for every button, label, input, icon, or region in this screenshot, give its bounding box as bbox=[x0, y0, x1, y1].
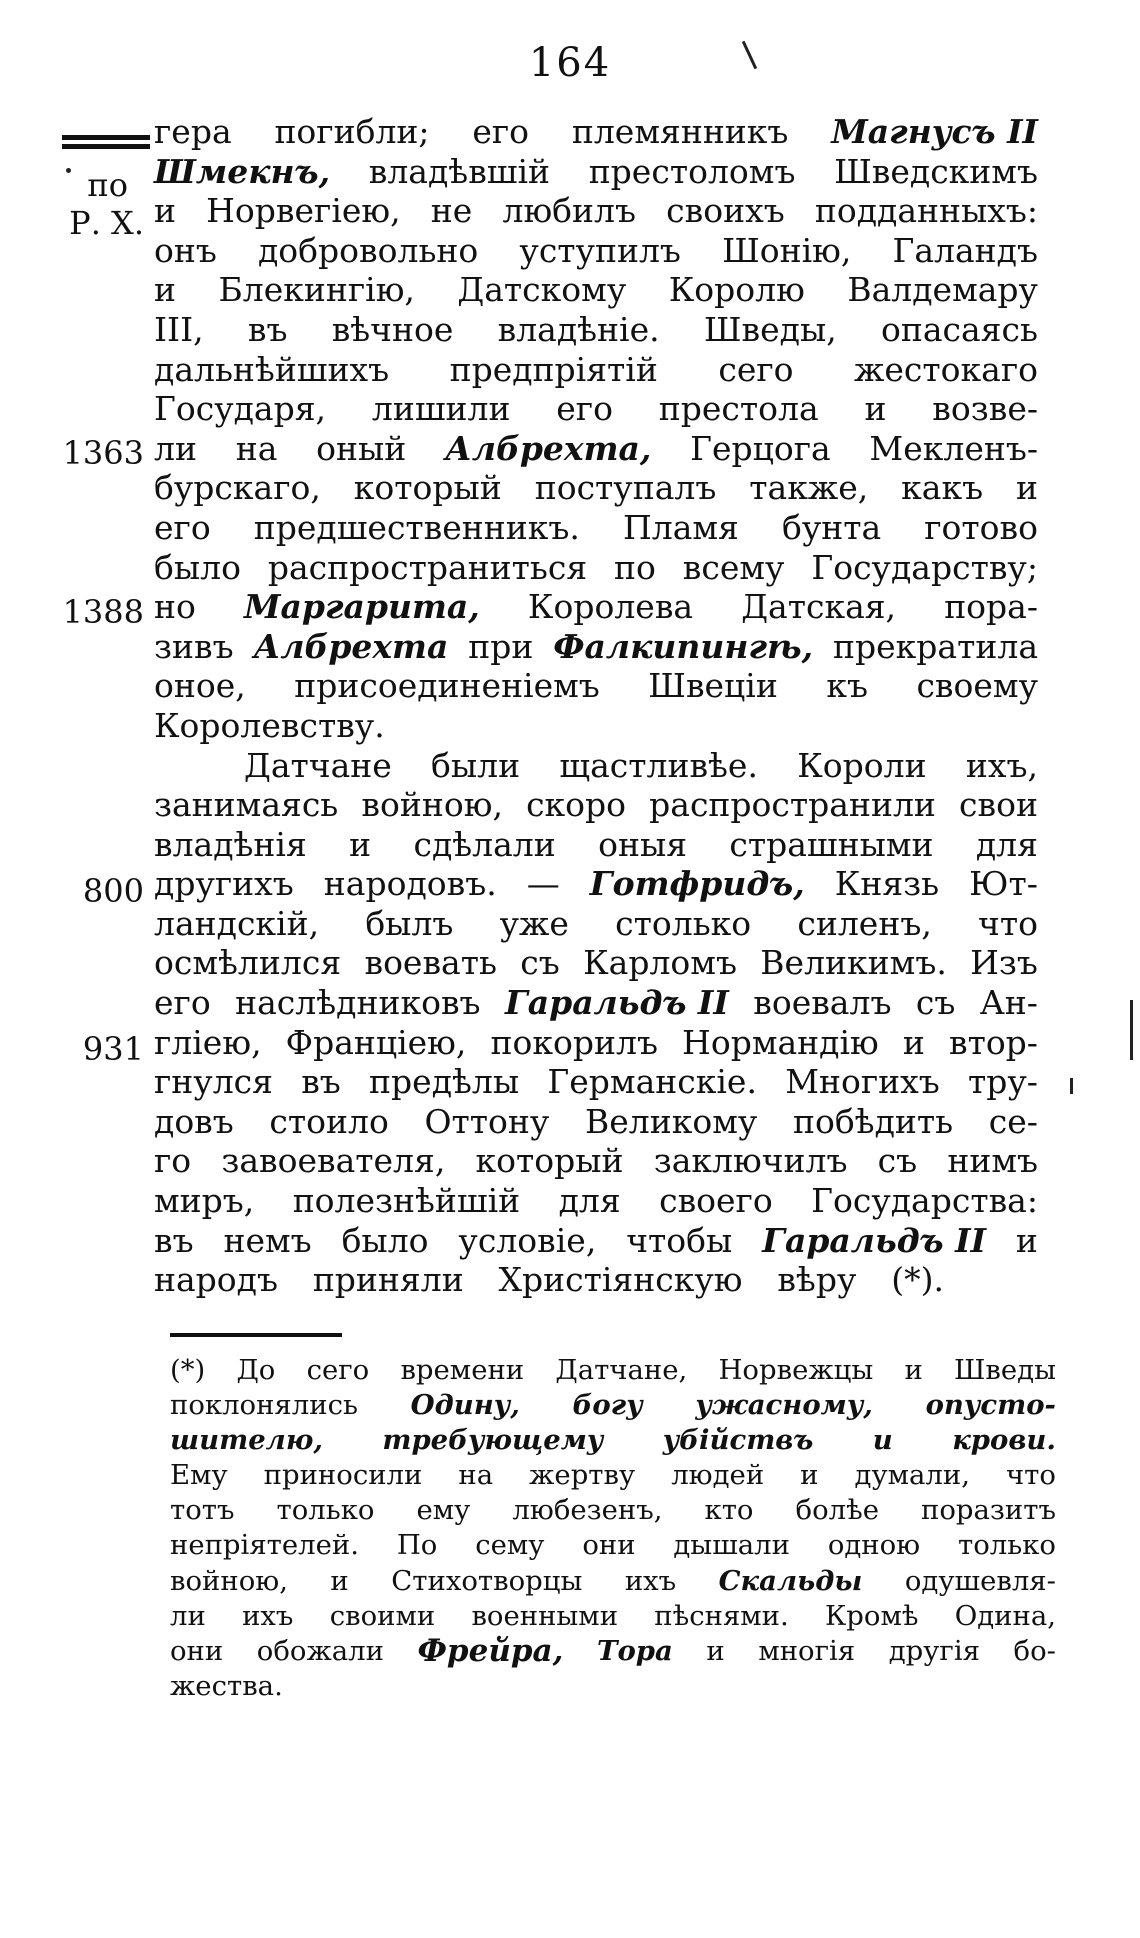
text-line bbox=[154, 1181, 1038, 1221]
paragraph-start-line bbox=[154, 746, 1038, 786]
word: его bbox=[154, 983, 211, 1023]
word: Шведы, bbox=[703, 309, 837, 349]
word: нимъ bbox=[947, 1141, 1038, 1181]
word: были bbox=[431, 745, 521, 785]
footnote-line bbox=[170, 1353, 1056, 1388]
footnote-line bbox=[170, 1599, 1056, 1634]
text-line bbox=[154, 548, 1038, 588]
text-line bbox=[154, 1260, 944, 1300]
word: страшными bbox=[729, 824, 934, 864]
word: оныя bbox=[598, 824, 688, 864]
text-line bbox=[154, 825, 1038, 865]
word: По bbox=[396, 1529, 438, 1562]
word: столько bbox=[615, 903, 752, 943]
word: поклонялись bbox=[170, 1389, 358, 1422]
word: Стихотворцы bbox=[391, 1564, 583, 1597]
word: войною, bbox=[170, 1564, 288, 1597]
word: ихъ bbox=[624, 1564, 677, 1597]
word: присоединеніемъ bbox=[294, 666, 600, 706]
word: Князь bbox=[834, 864, 940, 904]
page-number: 164 bbox=[528, 40, 612, 86]
text-line bbox=[154, 231, 1038, 271]
word: До bbox=[236, 1354, 276, 1386]
body-text bbox=[154, 112, 1038, 1300]
word: готово bbox=[924, 507, 1038, 547]
footnote-line bbox=[170, 1564, 1056, 1599]
word: жестокаго bbox=[854, 349, 1038, 389]
print-speck bbox=[1130, 1000, 1133, 1060]
word: одушевля- bbox=[904, 1564, 1056, 1597]
word: щастливѣе. bbox=[559, 745, 758, 785]
word: (*). bbox=[891, 1260, 944, 1300]
word: Многихъ bbox=[785, 1062, 940, 1102]
word: Великимъ. bbox=[760, 943, 947, 983]
word: было bbox=[341, 1220, 429, 1260]
word: при bbox=[468, 626, 534, 666]
word: его bbox=[472, 112, 530, 151]
italic-word: шителю, bbox=[170, 1424, 323, 1457]
word: Датчане bbox=[244, 745, 392, 785]
word: Германскіе. bbox=[547, 1062, 757, 1102]
footnote-line bbox=[170, 1493, 1056, 1528]
word: зивъ bbox=[154, 626, 234, 666]
text-line bbox=[154, 310, 1038, 350]
word: Изъ bbox=[970, 943, 1038, 983]
italic-word: крови. bbox=[952, 1424, 1056, 1457]
word: Мекленъ- bbox=[869, 428, 1038, 468]
word: Государству; bbox=[811, 547, 1038, 587]
word: многія bbox=[758, 1634, 856, 1667]
word: думали, bbox=[854, 1459, 970, 1492]
margin-note-year: 931 bbox=[82, 1030, 144, 1068]
italic-word: и bbox=[872, 1424, 893, 1457]
word: осмѣлился bbox=[154, 943, 342, 983]
word: сего bbox=[718, 349, 794, 389]
word: и bbox=[904, 1354, 923, 1386]
word: прекратила bbox=[833, 626, 1038, 666]
italic-word: Тора bbox=[596, 1634, 673, 1667]
word: престола bbox=[658, 389, 819, 429]
text-line bbox=[154, 943, 1038, 983]
word: Великому bbox=[584, 1101, 758, 1141]
word: ли bbox=[154, 428, 197, 468]
word: чтобы bbox=[626, 1220, 733, 1260]
word: Блекингію, bbox=[218, 270, 415, 310]
word: миръ, bbox=[154, 1181, 255, 1221]
word: Пламя bbox=[622, 507, 739, 547]
word: былъ bbox=[365, 903, 454, 943]
word: вѣру bbox=[777, 1260, 857, 1300]
word: и bbox=[800, 1459, 819, 1492]
word: своего bbox=[659, 1181, 773, 1221]
word: кто bbox=[704, 1494, 754, 1527]
word: не bbox=[430, 191, 473, 231]
word: одною bbox=[827, 1529, 921, 1562]
word: свои bbox=[959, 785, 1038, 825]
text-line bbox=[154, 1141, 1038, 1181]
word: Шведы bbox=[954, 1354, 1056, 1386]
word: ихъ, bbox=[965, 745, 1038, 785]
footnote-line bbox=[170, 1388, 1056, 1423]
word: предпріятій bbox=[449, 349, 658, 389]
word: своихъ bbox=[666, 191, 785, 231]
footnote-line bbox=[170, 1423, 1056, 1458]
word: по bbox=[614, 547, 656, 587]
word: Галандъ bbox=[892, 230, 1038, 270]
word: бо- bbox=[1013, 1634, 1056, 1667]
word: племянникъ bbox=[571, 112, 789, 151]
word: Датскому bbox=[457, 270, 627, 310]
word: заключилъ bbox=[653, 1141, 848, 1181]
word: для bbox=[558, 1181, 621, 1221]
word: поразитъ bbox=[921, 1494, 1056, 1527]
word: го bbox=[154, 1141, 192, 1181]
word: приносили bbox=[263, 1459, 423, 1492]
word: времени bbox=[400, 1354, 525, 1386]
word: уступилъ bbox=[519, 230, 681, 270]
word: и bbox=[864, 389, 887, 429]
word: Оттону bbox=[424, 1101, 550, 1141]
word: ландскій, bbox=[154, 903, 320, 943]
word: что bbox=[1006, 1459, 1056, 1492]
text-line bbox=[154, 1102, 1038, 1142]
word: любилъ bbox=[502, 191, 636, 231]
word: подданныхъ: bbox=[814, 191, 1038, 231]
text-line bbox=[154, 270, 1038, 310]
text-line bbox=[154, 627, 1038, 667]
footnote-line bbox=[170, 1528, 1056, 1563]
word: приняли bbox=[312, 1260, 464, 1300]
footnote-line bbox=[170, 1669, 1056, 1704]
word: сдѣлали bbox=[413, 824, 556, 864]
italic-word: Маргарита, bbox=[244, 587, 480, 627]
word: для bbox=[975, 824, 1038, 864]
italic-word: Албрехта, bbox=[444, 428, 652, 468]
word: въ bbox=[301, 1062, 341, 1102]
word: любезенъ, bbox=[512, 1494, 663, 1527]
word: Карломъ bbox=[583, 943, 737, 983]
word: оный bbox=[316, 428, 407, 468]
word: Норвежцы bbox=[718, 1354, 874, 1386]
text-line bbox=[154, 191, 1038, 231]
word: его bbox=[154, 507, 211, 547]
word: что bbox=[978, 903, 1038, 943]
word: его bbox=[556, 389, 613, 429]
word: и bbox=[1015, 468, 1038, 508]
word: Ют- bbox=[969, 864, 1038, 904]
word: гера bbox=[154, 112, 232, 151]
word: наслѣдниковъ bbox=[235, 983, 481, 1023]
word: втор- bbox=[948, 1022, 1038, 1062]
word: съ bbox=[877, 1141, 918, 1181]
word: Одина, bbox=[954, 1599, 1056, 1632]
text-line bbox=[154, 112, 1038, 152]
word: добровольно bbox=[257, 230, 479, 270]
word: болѣе bbox=[795, 1494, 879, 1527]
word: Государя, bbox=[154, 389, 327, 429]
word: се- bbox=[988, 1101, 1038, 1141]
word: какъ bbox=[901, 468, 984, 508]
word: Швеціи bbox=[648, 666, 778, 706]
word: также, bbox=[749, 468, 869, 508]
word: завоевателя, bbox=[221, 1141, 446, 1181]
word: Валдемару bbox=[847, 270, 1038, 310]
word: обожали bbox=[256, 1634, 384, 1667]
word: сего bbox=[306, 1354, 370, 1386]
italic-word: Фалкипингѣ, bbox=[553, 626, 814, 666]
text-line bbox=[154, 350, 1038, 390]
word: Датская, bbox=[741, 587, 897, 627]
word: вѣчное bbox=[331, 309, 454, 349]
word: воевалъ bbox=[753, 983, 892, 1023]
word: побѣдить bbox=[792, 1101, 954, 1141]
word: Франціею, bbox=[285, 1022, 467, 1062]
text-line bbox=[154, 1221, 1038, 1261]
word: Королевству. bbox=[154, 705, 385, 745]
text-line bbox=[154, 508, 1038, 548]
word: ихъ bbox=[242, 1599, 294, 1632]
word: непріятелей. bbox=[170, 1529, 359, 1562]
word: народовъ. bbox=[323, 864, 497, 904]
word: престоломъ bbox=[588, 151, 796, 191]
word: ему bbox=[416, 1494, 471, 1527]
word: на bbox=[235, 428, 278, 468]
italic-word: Одину, bbox=[410, 1389, 520, 1422]
word: гнулся bbox=[154, 1062, 273, 1102]
word: тотъ bbox=[170, 1494, 235, 1527]
word: поступалъ bbox=[534, 468, 717, 508]
italic-word: требующему bbox=[382, 1424, 604, 1457]
text-line bbox=[154, 904, 1038, 944]
word: они bbox=[170, 1634, 224, 1667]
word: дальнѣйшихъ bbox=[154, 349, 390, 389]
text-line bbox=[154, 152, 1038, 192]
italic-word: Шмекнъ, bbox=[154, 151, 331, 191]
word: жества. bbox=[170, 1669, 283, 1702]
word: бунта bbox=[781, 507, 882, 547]
footnote-line bbox=[170, 1634, 1056, 1669]
word: жертву bbox=[529, 1459, 636, 1492]
word: онъ bbox=[154, 230, 217, 270]
word: Королю bbox=[668, 270, 805, 310]
word: Герцога bbox=[690, 428, 831, 468]
text-line bbox=[154, 666, 1038, 706]
text-line bbox=[154, 983, 1038, 1023]
word: который bbox=[475, 1141, 624, 1181]
footnote-line bbox=[170, 1458, 1056, 1493]
text-line bbox=[154, 389, 1038, 429]
word: и bbox=[154, 191, 176, 231]
word: тру- bbox=[967, 1062, 1038, 1102]
word: пора- bbox=[944, 587, 1038, 627]
word: владѣвшій bbox=[368, 151, 551, 191]
footnote-marker: (*) bbox=[170, 1354, 206, 1386]
word: III, bbox=[154, 309, 204, 349]
word: но bbox=[154, 587, 196, 627]
word: пѣснями. bbox=[654, 1599, 789, 1632]
word: сему bbox=[475, 1529, 545, 1562]
word: и bbox=[330, 1564, 349, 1597]
text-line bbox=[154, 864, 1038, 904]
word: лишили bbox=[371, 389, 511, 429]
word: полезнѣйшій bbox=[292, 1181, 521, 1221]
text-line bbox=[154, 1062, 1038, 1102]
word: въ bbox=[154, 1220, 194, 1260]
italic-word: ужасному, bbox=[695, 1389, 873, 1422]
word: бурскаго, bbox=[154, 468, 321, 508]
word: только bbox=[276, 1494, 375, 1527]
word: силенъ, bbox=[797, 903, 932, 943]
word: дышали bbox=[673, 1529, 790, 1562]
word: Короли bbox=[797, 745, 927, 785]
italic-word: Готфридъ, bbox=[589, 864, 805, 904]
word: распространиться bbox=[267, 547, 588, 587]
word: другія bbox=[888, 1634, 980, 1667]
word: и bbox=[154, 270, 176, 310]
margin-note-era: Р. Х. bbox=[69, 204, 144, 242]
word: условіе, bbox=[458, 1220, 597, 1260]
word: владѣнія bbox=[154, 824, 307, 864]
word: Шведскимъ bbox=[834, 151, 1038, 191]
word: ли bbox=[170, 1599, 206, 1632]
word: владѣніе. bbox=[497, 309, 660, 349]
margin-note-year: 1388 bbox=[62, 593, 144, 631]
word: гліею, bbox=[154, 1022, 262, 1062]
word: оное, bbox=[154, 666, 246, 706]
word: Норвегіею, bbox=[206, 191, 401, 231]
word: было bbox=[154, 547, 241, 587]
word: распространили bbox=[649, 785, 936, 825]
text-line bbox=[154, 587, 1038, 627]
word: къ bbox=[826, 666, 868, 706]
italic-word: убійствъ bbox=[662, 1424, 814, 1457]
margin-note-era: по bbox=[87, 166, 128, 204]
word: занимаясь bbox=[154, 785, 339, 825]
word: довъ bbox=[154, 1101, 234, 1141]
italic-word: Гаральдъ II bbox=[762, 1220, 987, 1260]
word: своему bbox=[916, 666, 1038, 706]
word: съ bbox=[915, 983, 956, 1023]
word: на bbox=[458, 1459, 494, 1492]
italic-word: Фрейра, bbox=[417, 1632, 564, 1669]
word: Ему bbox=[170, 1459, 228, 1492]
word: и bbox=[706, 1634, 725, 1667]
margin-note-year: 800 bbox=[82, 872, 144, 910]
margin-note-year: 1363 bbox=[62, 434, 144, 472]
italic-word: опусто- bbox=[925, 1389, 1056, 1422]
word: и bbox=[1015, 1220, 1038, 1260]
text-line bbox=[154, 1023, 1038, 1063]
word: уже bbox=[499, 903, 569, 943]
word: Шонію, bbox=[722, 230, 852, 270]
word: скоро bbox=[526, 785, 627, 825]
word: другихъ bbox=[154, 864, 294, 904]
word: своими bbox=[329, 1599, 436, 1632]
word: народъ bbox=[154, 1260, 278, 1300]
word: съ bbox=[520, 943, 560, 983]
word: въ bbox=[247, 309, 288, 349]
text-line bbox=[154, 468, 1038, 508]
word: предшественникъ. bbox=[253, 507, 580, 547]
italic-word: Гаральдъ II bbox=[504, 983, 729, 1023]
italic-word: богу bbox=[572, 1389, 643, 1422]
word: покорилъ bbox=[490, 1022, 658, 1062]
word: предѣлы bbox=[369, 1062, 520, 1102]
word: Кромѣ bbox=[825, 1599, 919, 1632]
word: Ан- bbox=[979, 983, 1038, 1023]
italic-word: Магнусъ II bbox=[831, 112, 1038, 151]
italic-word: Скальды bbox=[718, 1564, 863, 1597]
text-line bbox=[154, 785, 1038, 825]
word: Датчане, bbox=[555, 1354, 688, 1386]
word: Нормандію bbox=[682, 1022, 879, 1062]
word: военными bbox=[471, 1599, 619, 1632]
word: только bbox=[957, 1529, 1056, 1562]
text-line bbox=[154, 706, 1038, 746]
word: они bbox=[582, 1529, 636, 1562]
word: возве- bbox=[932, 389, 1038, 429]
word: Христіянскую bbox=[498, 1260, 743, 1300]
word: Королева bbox=[527, 587, 694, 627]
word: Государства: bbox=[811, 1181, 1038, 1221]
italic-word: Албрехта bbox=[253, 626, 449, 666]
word: и bbox=[349, 824, 372, 864]
word: — bbox=[526, 864, 560, 904]
word: всему bbox=[682, 547, 785, 587]
word: войною, bbox=[361, 785, 503, 825]
print-speck bbox=[1070, 1078, 1073, 1094]
word: и bbox=[902, 1022, 925, 1062]
footnote bbox=[170, 1353, 1056, 1704]
word: воевать bbox=[364, 943, 497, 983]
word: людей bbox=[671, 1459, 765, 1492]
word: опасаясь bbox=[880, 309, 1038, 349]
word: погибли; bbox=[274, 112, 430, 151]
text-line bbox=[154, 429, 1038, 469]
margin-rule-mark bbox=[62, 135, 150, 153]
footnote-divider bbox=[170, 1333, 342, 1337]
word: который bbox=[353, 468, 502, 508]
word: немъ bbox=[223, 1220, 312, 1260]
word: стоило bbox=[269, 1101, 389, 1141]
